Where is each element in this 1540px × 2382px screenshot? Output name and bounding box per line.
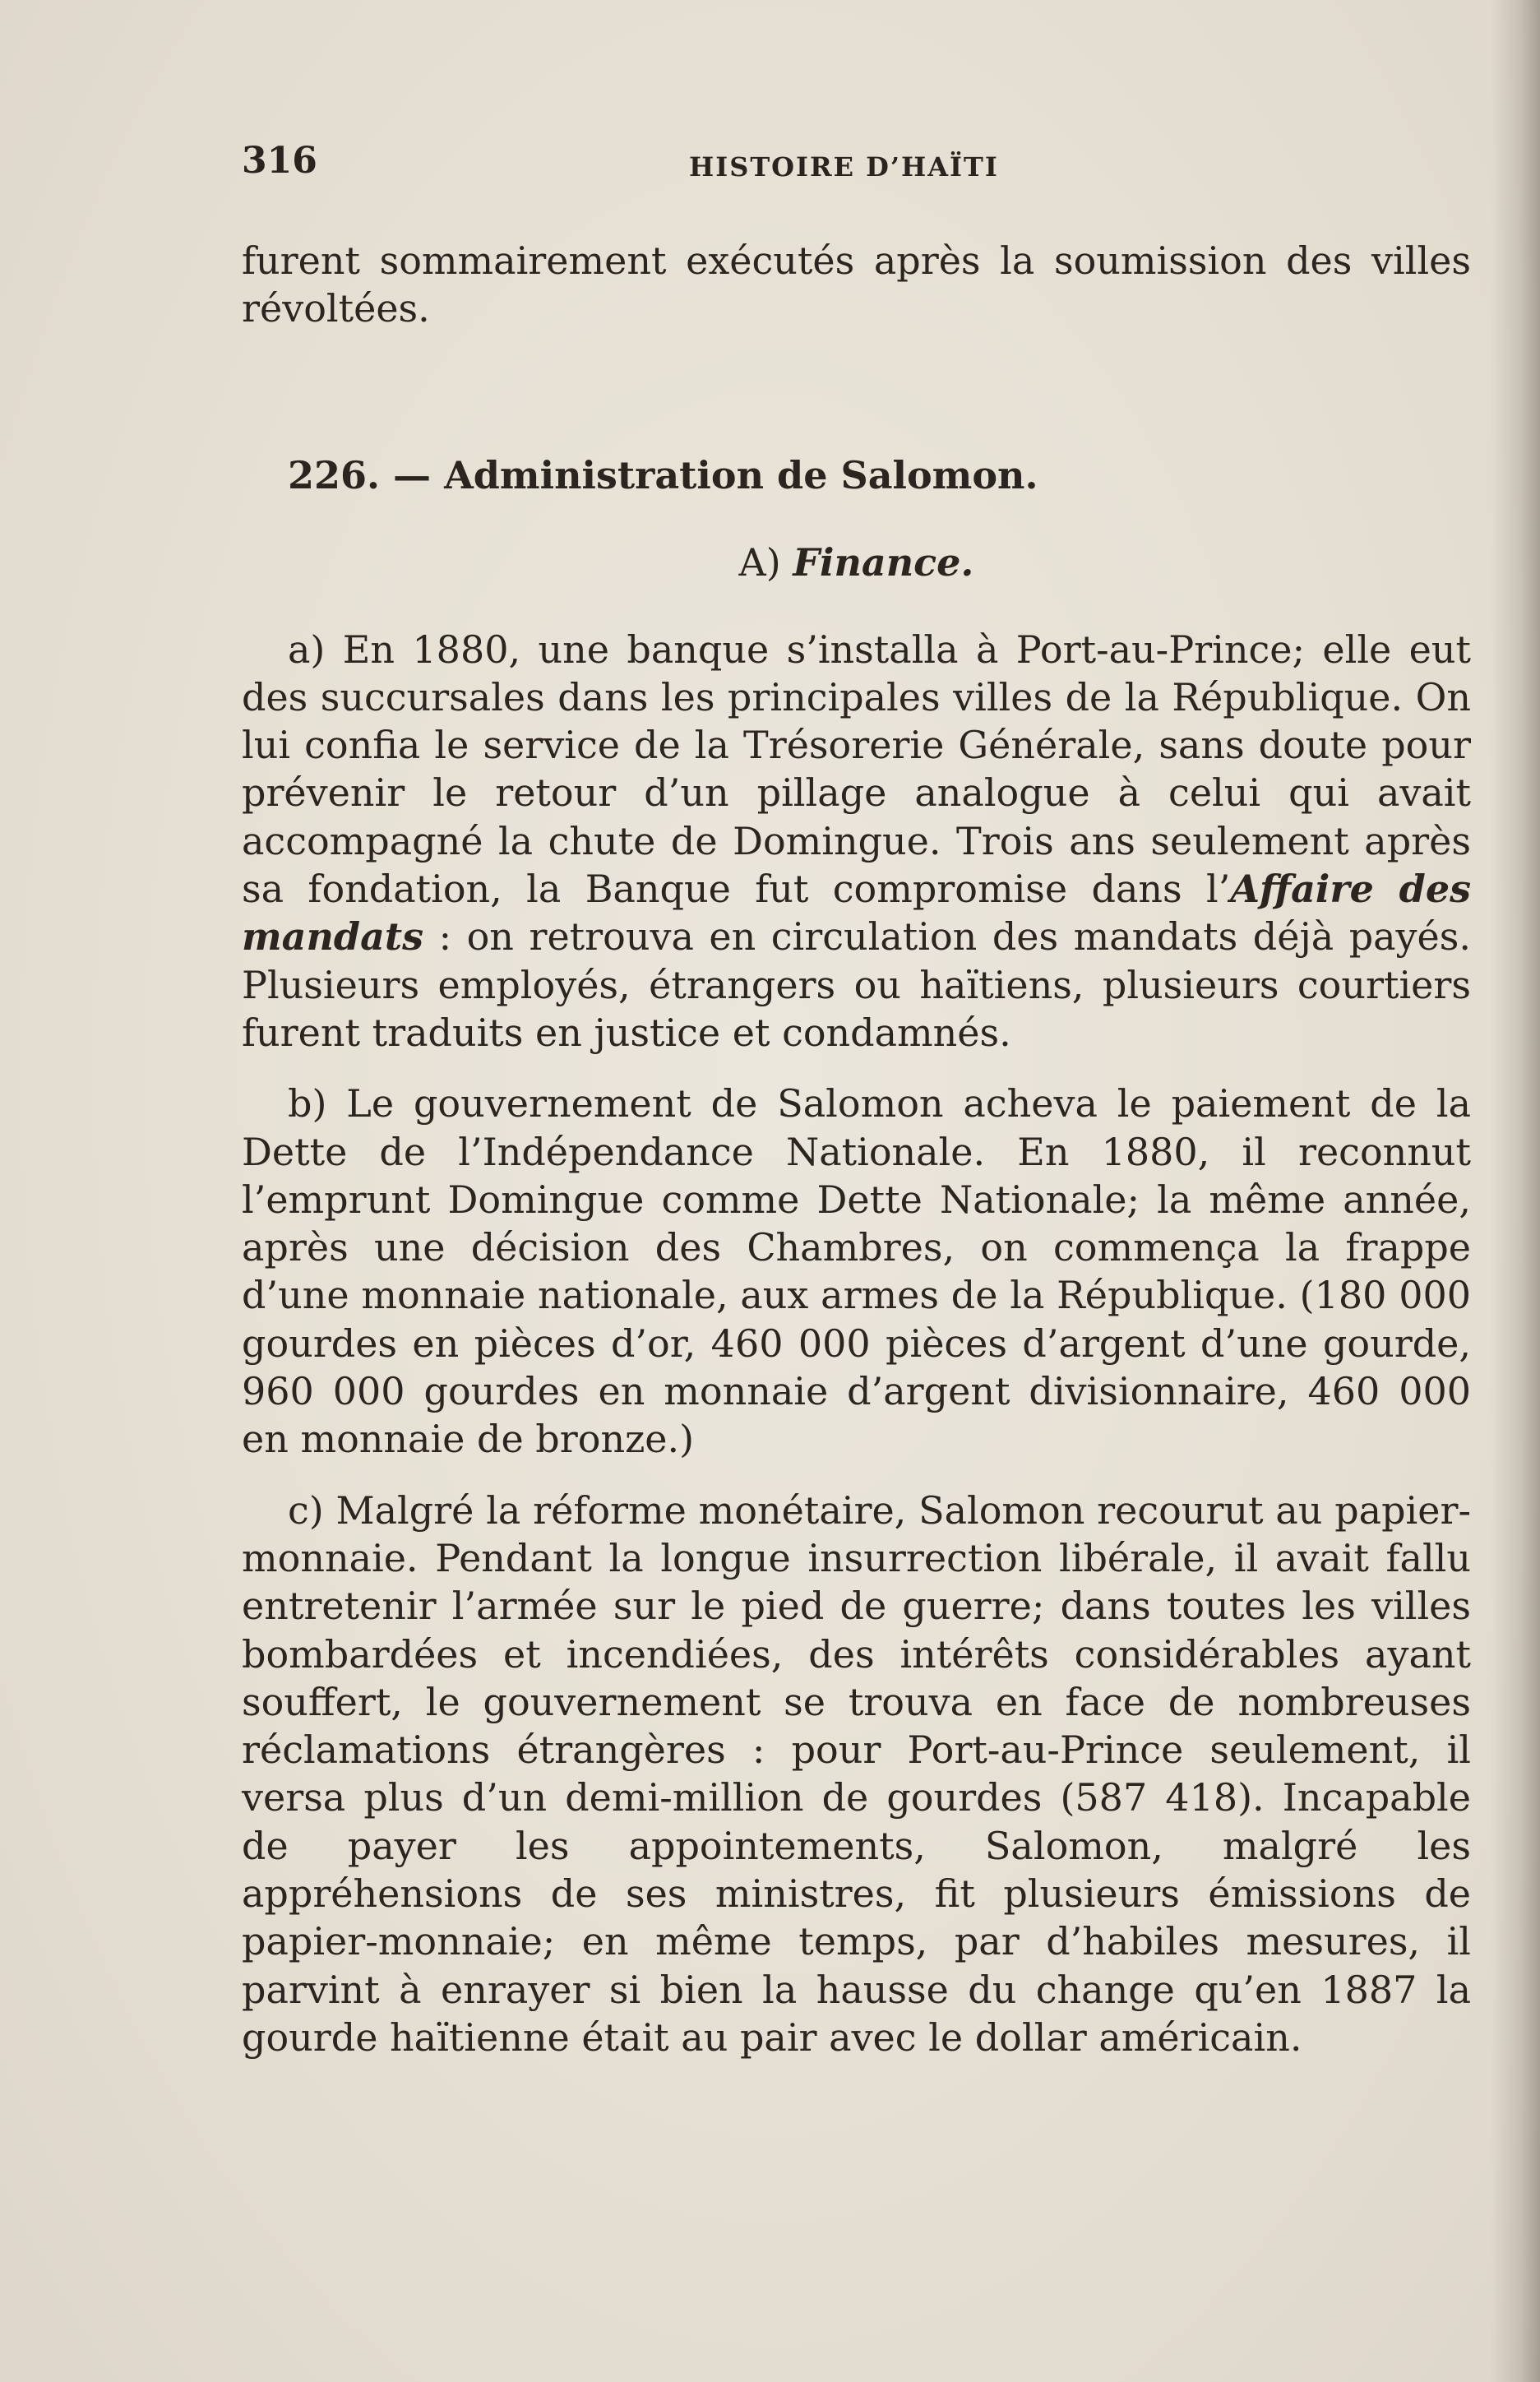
paragraph-a-text-1: a) En 1880, une banque s’installa à Port-au-Prince; elle eut des succursales dans les principales villes de la République. On lui confia le service de la Trésorerie Générale, sans doute pour prévenir le retour d’un pillage analogue à celui qui avait accompagné la chute de Domingue. Trois ans seulement après sa fondation, la Banque fut compromise dans l’ xyxy=(242,627,1471,912)
paragraph-c: c) Malgré la réforme monétaire, Salomon recourut au papier-monnaie. Pendant la longue insurrection libérale, il avait fallu entretenir l’armée sur le pied de guerre; dans toutes les villes bombardées et incendiées, des intérêts considérables ayant souffert, le gouvernement se trouva en face de nombreuses réclamations étrangères : pour Port-au-Prince seulement, il versa plus d’un demi-million de gourdes (587 418). Incapable de payer les appointements, Salomon, malgré les appréhensions de ses ministres, fit plusieurs émissions de papier-monnaie; en même temps, par d’habiles mesures, il parvint à enrayer si bien la hausse du change qu’en 1887 la gourde haïtienne était au pair avec le dollar américain. xyxy=(242,1487,1471,2060)
paragraph-b: b) Le gouvernement de Salomon acheva le paiement de la Dette de l’Indépendance Nationale. En 1880, il reconnut l’emprunt Domingue comme Dette Nationale; la même année, après une décision des Chambres, on commença la frappe d’une monnaie nationale, aux armes de la République. (180 000 gourdes en pièces d’or, 460 000 pièces d’argent d’une gourde, 960 000 gourdes en monnaie d’argent divisionnaire, 460 000 en monnaie de bronze.) xyxy=(242,1081,1471,1462)
page-edge-shadow xyxy=(1491,0,1540,2382)
subheading xyxy=(242,539,1471,586)
continuation-paragraph: furent sommairement exécutés après la soumission des villes révoltées. xyxy=(242,238,1471,331)
subheading-title: Finance. xyxy=(793,539,974,585)
running-title: HISTOIRE D’HAÏTI xyxy=(689,151,999,183)
page-body xyxy=(242,237,1471,2061)
page-header xyxy=(242,140,1471,197)
paragraph-a-italic: Affaire des mandats xyxy=(242,867,1471,960)
section-heading: 226. — Administration de Salomon. xyxy=(288,452,1038,497)
page-number: 316 xyxy=(242,140,317,182)
subheading-prefix: A) xyxy=(738,539,781,585)
paragraph-a-text-2: : on retrouva en circulation des mandats déjà payés. Plusieurs employés, étrangers ou haïtiens, plusieurs courtiers furent traduits en justice et condamnés. xyxy=(242,914,1471,1055)
paragraph-a xyxy=(242,626,1471,1057)
